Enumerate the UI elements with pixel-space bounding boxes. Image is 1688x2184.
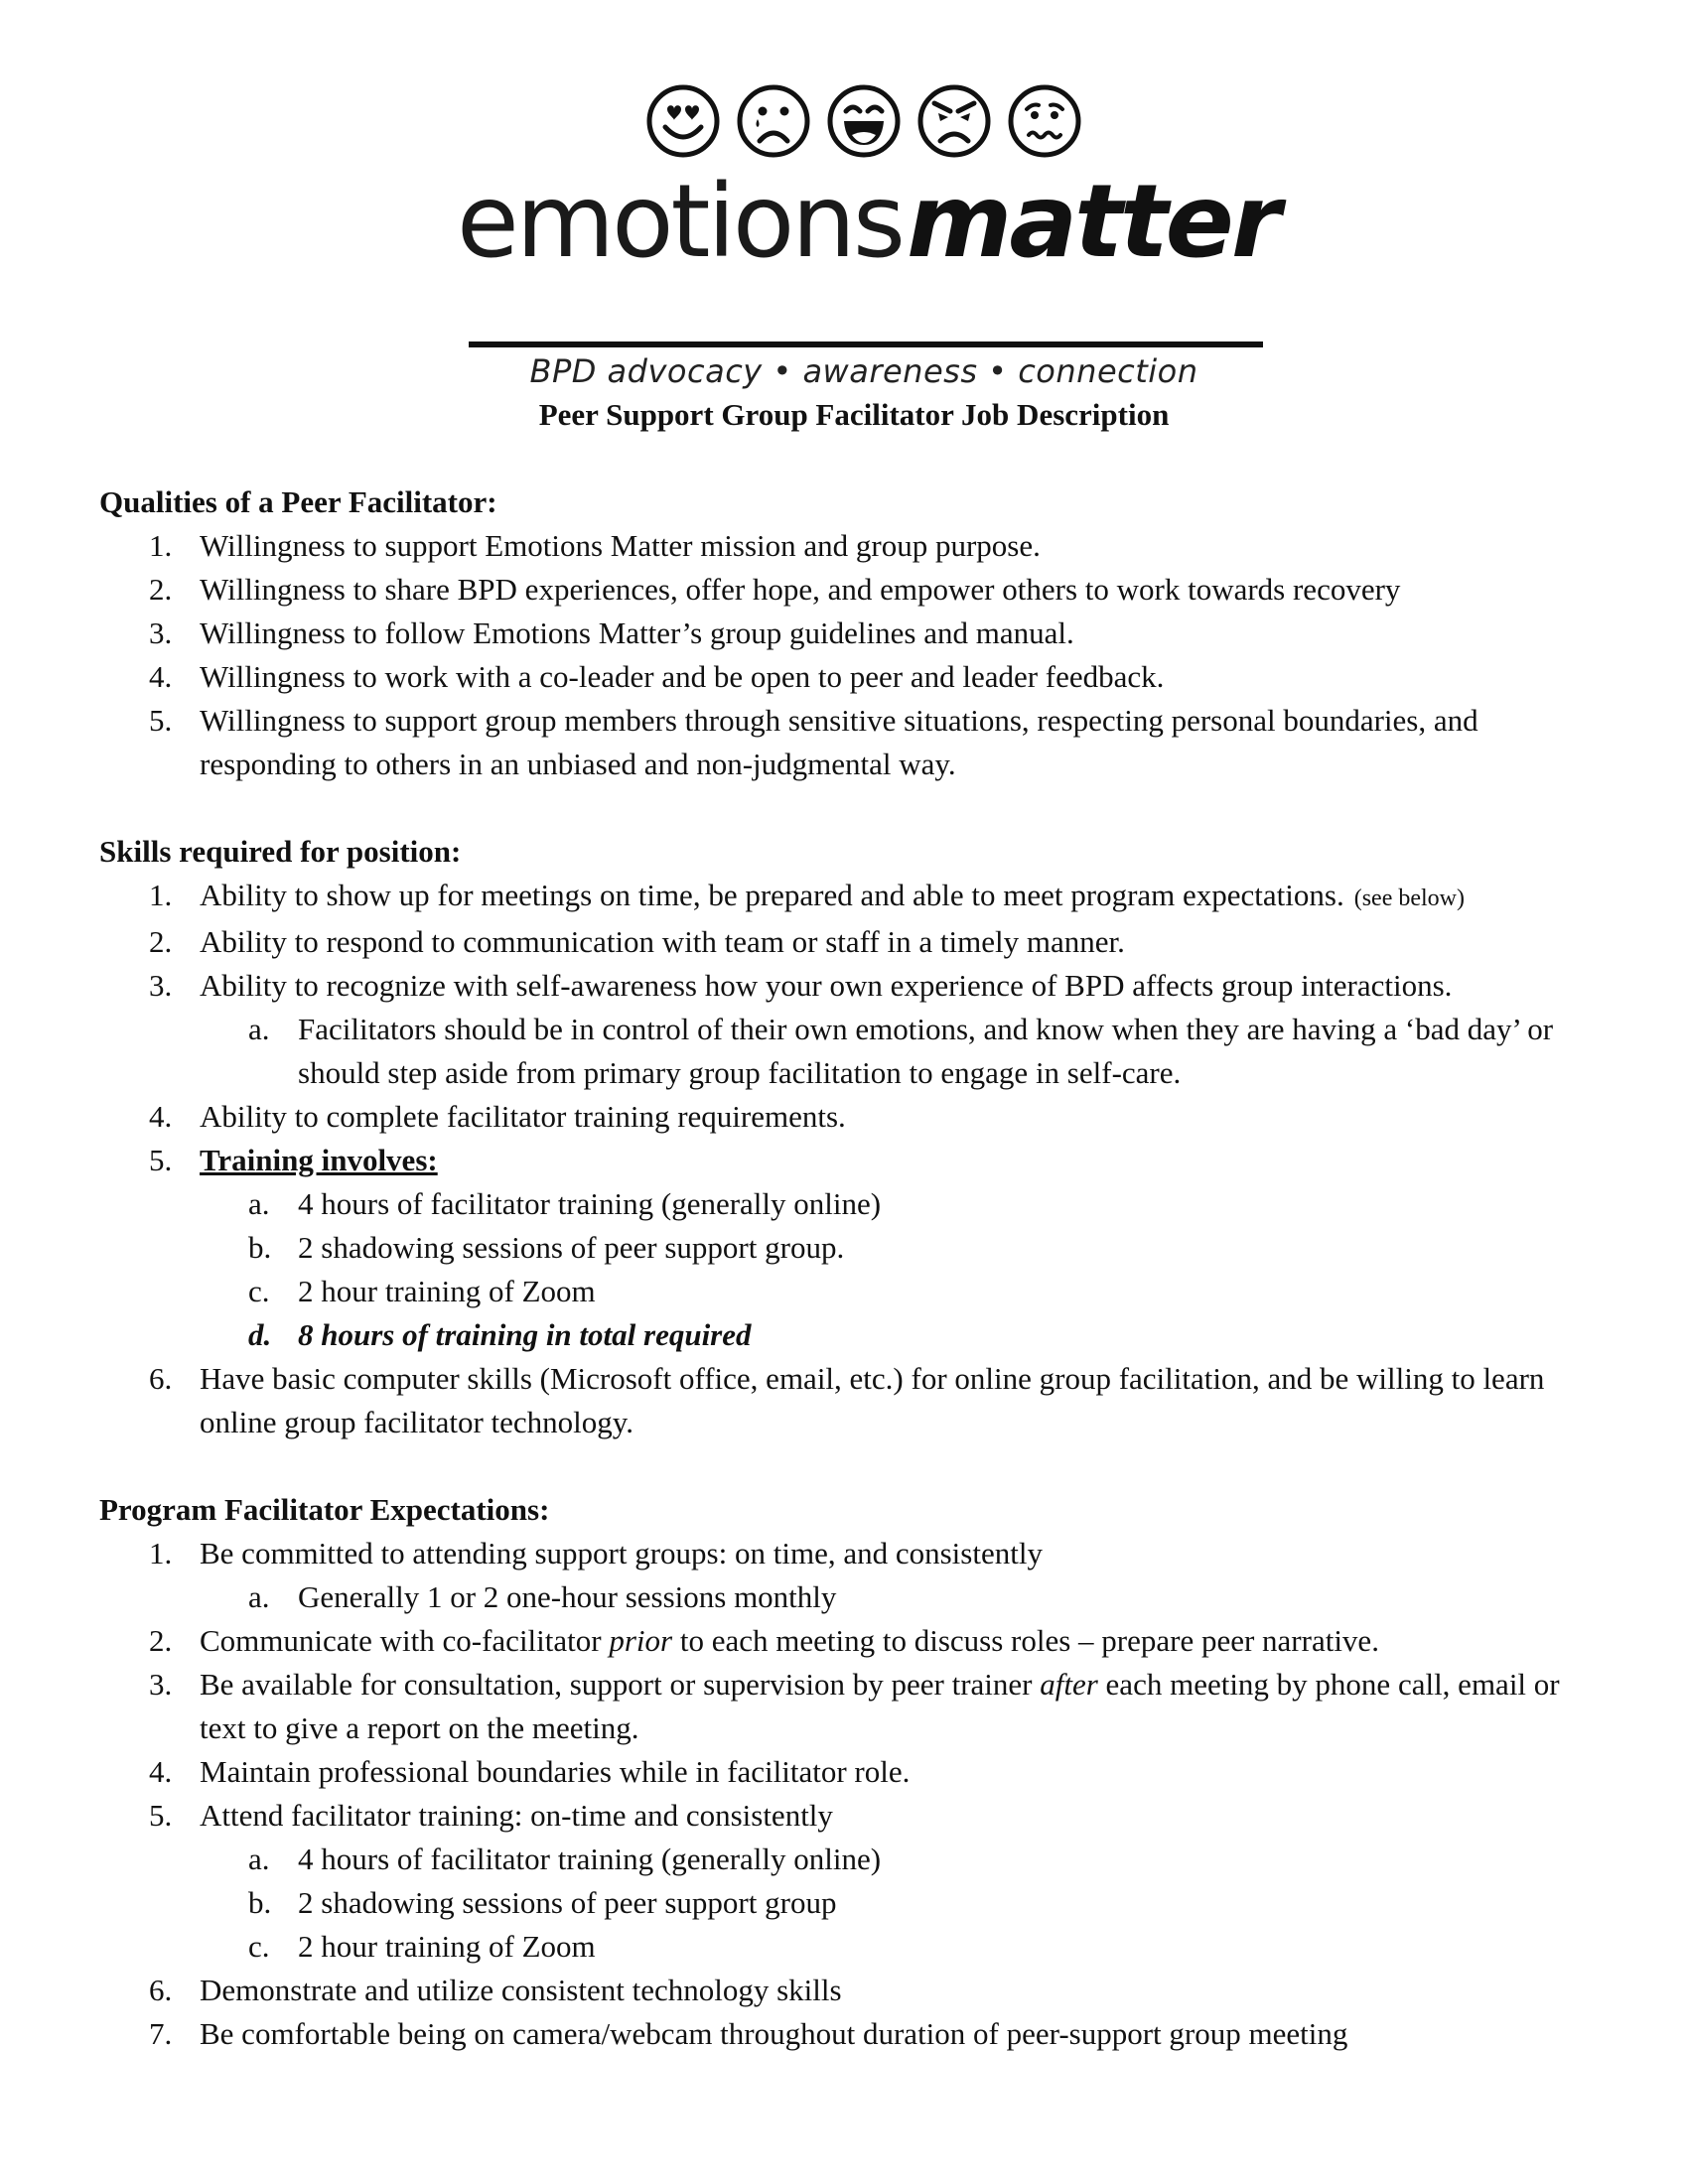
list-item	[99, 568, 1609, 612]
item-number: 4.	[149, 659, 173, 694]
item-text-before: Communicate with co-facilitator	[200, 1623, 610, 1658]
sub-letter: d.	[248, 1317, 272, 1352]
qualities-heading: Qualities of a Peer Facilitator:	[99, 484, 497, 519]
item-number: 1.	[149, 878, 173, 912]
list-item	[99, 524, 1609, 568]
item-text: Ability to recognize with self-awareness how your own experience of BPD affects group interactions.	[200, 968, 1453, 1003]
emphasis-after: after	[1040, 1667, 1098, 1702]
brand-underline	[469, 341, 1263, 347]
sub-letter: a.	[248, 1012, 270, 1046]
list-item	[99, 1139, 1609, 1357]
item-text: Be comfortable being on camera/webcam throughout duration of peer-support group meeting	[200, 2016, 1348, 2051]
item-text: Willingness to work with a co-leader and be open to peer and leader feedback.	[200, 659, 1165, 694]
item-number: 3.	[149, 615, 173, 650]
sub-text: 2 shadowing sessions of peer support group	[298, 1885, 837, 1920]
list-item	[99, 612, 1609, 655]
list-item	[99, 1532, 1609, 1619]
sub-item	[200, 1008, 1609, 1095]
sub-letter: b.	[248, 1885, 272, 1920]
list-item	[99, 1969, 1609, 2012]
item-number: 3.	[149, 968, 173, 1003]
list-item	[99, 1663, 1609, 1750]
skills-heading: Skills required for position:	[99, 834, 462, 869]
list-item	[99, 2012, 1609, 2056]
item-text: Demonstrate and utilize consistent technology skills	[200, 1973, 842, 2007]
item-text: Ability to respond to communication with team or staff in a timely manner.	[200, 924, 1125, 959]
item-number: 2.	[149, 572, 173, 607]
see-below-note: (see below)	[1353, 886, 1465, 911]
item-text: Willingness to follow Emotions Matter’s group guidelines and manual.	[200, 615, 1074, 650]
sub-letter: a.	[248, 1842, 270, 1876]
sub-item	[200, 1925, 1609, 1969]
brand-light: emotions	[457, 163, 904, 281]
sub-text: 4 hours of facilitator training (generally online)	[298, 1842, 882, 1876]
sub-text: Generally 1 or 2 one-hour sessions monthly	[298, 1579, 837, 1614]
item-text: Willingness to support group members through sensitive situations, respecting personal boundaries, and responding to others in an unbiased and non-judgmental way.	[200, 703, 1478, 781]
sub-text: 2 shadowing sessions of peer support group.	[298, 1230, 845, 1265]
item-number: 2.	[149, 924, 173, 959]
sub-list	[200, 1008, 1609, 1095]
item-number: 6.	[149, 1361, 173, 1396]
item-number: 1.	[149, 528, 173, 563]
item-text: Have basic computer skills (Microsoft office, email, etc.) for online group facilitation, and be willing to learn online group facilitator technology.	[200, 1361, 1545, 1439]
item-text: Attend facilitator training: on-time and consistently	[200, 1798, 833, 1833]
sub-list	[200, 1575, 1609, 1619]
brand-name	[457, 163, 1279, 282]
list-item	[99, 655, 1609, 699]
list-item	[99, 1095, 1609, 1139]
list-item	[99, 1750, 1609, 1794]
sub-item	[200, 1838, 1609, 1881]
item-number: 4.	[149, 1754, 173, 1789]
sub-text: 2 hour training of Zoom	[298, 1274, 596, 1308]
item-text-before: Be available for consultation, support or supervision by peer trainer	[200, 1667, 1041, 1702]
item-number: 5.	[149, 1798, 173, 1833]
item-number: 5.	[149, 703, 173, 738]
item-text: Willingness to support Emotions Matter mission and group purpose.	[200, 528, 1041, 563]
training-involves-label: Training involves:	[200, 1143, 438, 1177]
item-text-after: each meeting by phone call, email or text to give a report on the meeting.	[200, 1667, 1560, 1745]
item-text: Ability to show up for meetings on time, be prepared and able to meet program expectations.	[200, 878, 1344, 912]
angry-face-icon	[916, 83, 992, 159]
qualities-list	[99, 524, 1609, 786]
list-item	[99, 1619, 1609, 1663]
sub-text: 4 hours of facilitator training (generally online)	[298, 1186, 882, 1221]
sub-item	[200, 1313, 1609, 1357]
list-item	[99, 1794, 1609, 1969]
sub-letter: c.	[248, 1274, 270, 1308]
sub-letter: c.	[248, 1929, 270, 1964]
sub-item	[200, 1226, 1609, 1270]
item-number: 2.	[149, 1623, 173, 1658]
worried-face-icon	[1007, 83, 1082, 159]
job-description-document	[99, 393, 1609, 2056]
sub-item	[200, 1881, 1609, 1925]
item-text: Maintain professional boundaries while in facilitator role.	[200, 1754, 911, 1789]
sub-letter: a.	[248, 1186, 270, 1221]
emotions-matter-logo	[457, 83, 1279, 390]
item-text: Willingness to share BPD experiences, offer hope, and empower others to work towards recovery	[200, 572, 1401, 607]
sub-text: Facilitators should be in control of their own emotions, and know when they are having a ‘bad day’ or should step aside from primary group facilitation to engage in self-care.	[298, 1012, 1554, 1090]
sad-face-icon	[736, 83, 811, 159]
item-number: 7.	[149, 2016, 173, 2051]
emphasis-prior: prior	[609, 1623, 673, 1658]
laughing-face-icon	[826, 83, 902, 159]
sub-item	[200, 1575, 1609, 1619]
brand-bold: matter	[907, 163, 1279, 281]
list-item	[99, 1357, 1609, 1444]
expectations-heading: Program Facilitator Expectations:	[99, 1492, 550, 1527]
item-text-after: to each meeting to discuss roles – prepare peer narrative.	[672, 1623, 1379, 1658]
list-item	[99, 964, 1609, 1095]
skills-list	[99, 874, 1609, 1444]
item-number: 6.	[149, 1973, 173, 2007]
item-number: 4.	[149, 1099, 173, 1134]
brand-tagline: BPD advocacy • awareness • connection	[529, 352, 1198, 390]
emoji-faces-row	[645, 83, 1082, 159]
item-text: Ability to complete facilitator training requirements.	[200, 1099, 846, 1134]
brand-wordmark	[457, 163, 1279, 390]
list-item	[99, 874, 1609, 920]
expectations-list	[99, 1532, 1609, 2056]
item-number: 1.	[149, 1536, 173, 1570]
total-hours-text: 8 hours of training in total required	[298, 1317, 752, 1352]
sub-letter: a.	[248, 1579, 270, 1614]
sub-letter: b.	[248, 1230, 272, 1265]
list-item	[99, 920, 1609, 964]
page-title: Peer Support Group Facilitator Job Description	[538, 397, 1170, 432]
item-text: Be committed to attending support groups: on time, and consistently	[200, 1536, 1043, 1570]
sub-item	[200, 1270, 1609, 1313]
item-number: 5.	[149, 1143, 173, 1177]
list-item	[99, 699, 1609, 786]
item-number: 3.	[149, 1667, 173, 1702]
sub-item	[200, 1182, 1609, 1226]
sub-text: 2 hour training of Zoom	[298, 1929, 596, 1964]
heart-eyes-face-icon	[645, 83, 721, 159]
sub-list	[200, 1838, 1609, 1969]
sub-list	[200, 1182, 1609, 1357]
